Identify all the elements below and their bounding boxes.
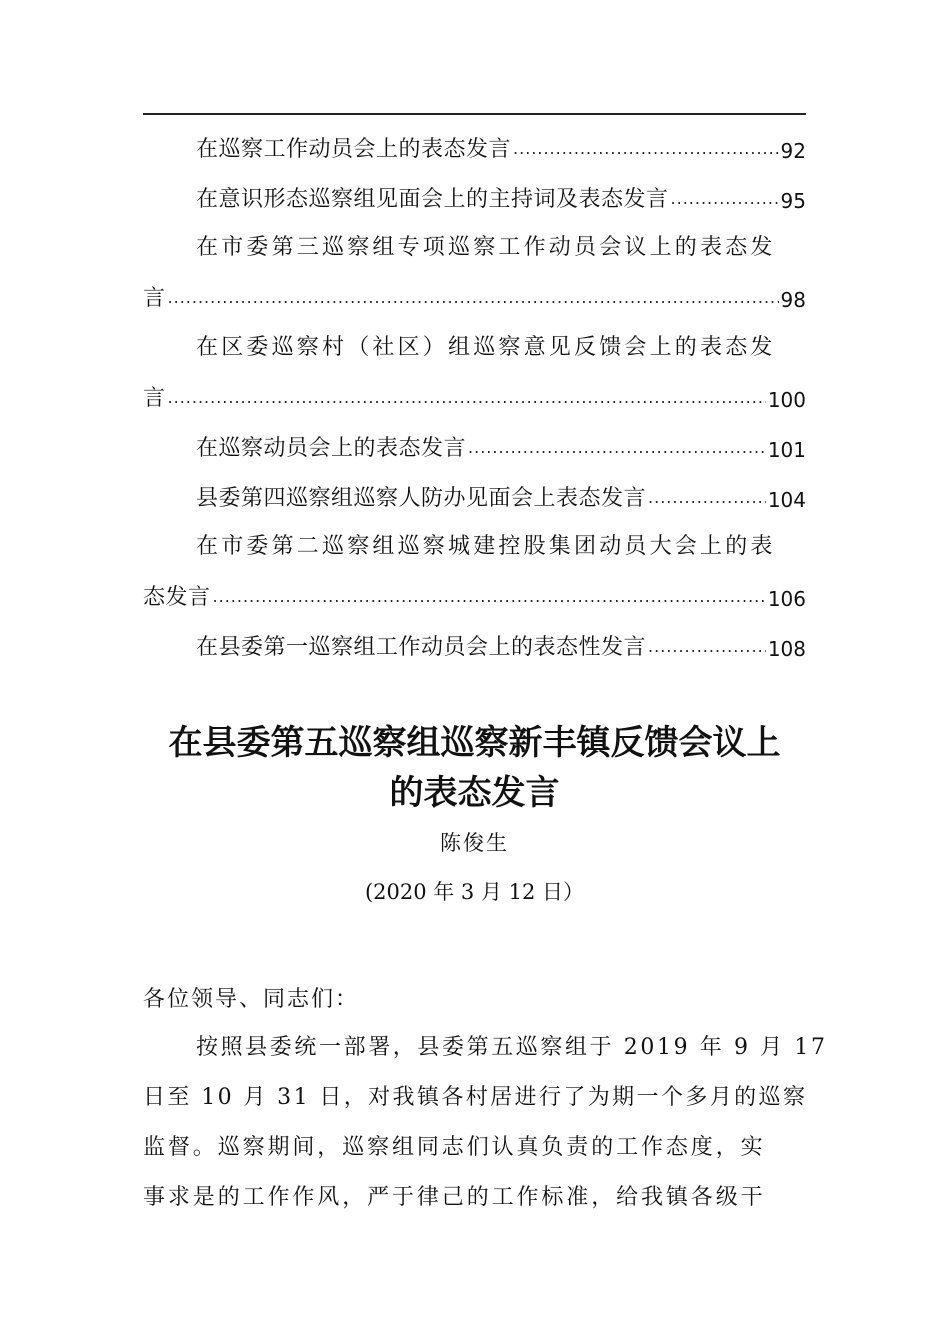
body-line [143, 1130, 806, 1161]
toc-entry-page: 108 [767, 637, 806, 661]
toc-entry-page: 95 [780, 189, 806, 213]
toc-entry-title-line2: 言 [143, 386, 166, 411]
body-line-text: 事求是的工作作风，严于律己的工作标准，给我镇各级干 [143, 1185, 766, 1210]
toc-entry[interactable] [143, 472, 806, 512]
toc-entry-title-line2: 言 [143, 286, 166, 311]
toc-leader-dots [648, 637, 766, 656]
toc-leader-dots [213, 587, 766, 606]
toc-leader-dots [513, 139, 779, 158]
body-line [143, 1030, 828, 1061]
body-line-text: 监督。巡察期间，巡察组同志们认真负责的工作态度，实 [143, 1135, 766, 1160]
toc-entry[interactable] [143, 571, 806, 611]
toc-entry-page: 104 [767, 488, 806, 512]
article-title-line1: 在县委第五巡察组巡察新丰镇反馈会议上 [168, 723, 781, 763]
toc-entry[interactable] [143, 123, 806, 163]
toc-entry-title: 在巡察工作动员会上的表态发言 [196, 137, 512, 162]
toc-entry[interactable] [143, 621, 806, 661]
toc-entry-title: 在意识形态巡察组见面会上的主持词及表态发言 [196, 187, 669, 212]
toc-leader-dots [468, 438, 766, 457]
header-rule [143, 113, 806, 115]
toc-entry-title-line1[interactable]: 在市委第三巡察组专项巡察工作动员会议上的表态发 [196, 235, 776, 260]
toc-leader-dots [671, 189, 779, 208]
toc-leader-dots [168, 388, 766, 407]
toc-entry-page: 101 [767, 438, 806, 462]
toc-entry-page: 100 [767, 388, 806, 412]
toc-entry-page: 106 [767, 587, 806, 611]
toc-entry[interactable] [143, 173, 806, 213]
article-date: (2020 年 3 月 12 日） [364, 880, 585, 904]
toc-leader-dots [168, 288, 779, 307]
body-line [143, 1180, 806, 1211]
toc-entry-title-line1[interactable]: 在市委第二巡察组巡察城建控股集团动员大会上的表 [196, 534, 776, 559]
body-line-text: 日至 10 月 31 日，对我镇各村居进行了为期一个多月的巡察 [143, 1085, 808, 1110]
body-line-text: 按照县委统一部署，县委第五巡察组于 2019 年 9 月 17 [196, 1035, 828, 1060]
toc-entry[interactable] [143, 372, 806, 412]
toc-entry[interactable] [143, 422, 806, 462]
article-author: 陈俊生 [440, 831, 509, 855]
toc-entry-title-line1[interactable]: 在区委巡察村（社区）组巡察意见反馈会上的表态发 [196, 335, 776, 360]
toc-entry-title-line2: 态发言 [143, 585, 211, 610]
toc-entry-title: 在县委第一巡察组工作动员会上的表态性发言 [196, 635, 647, 660]
toc-entry-page: 98 [780, 288, 806, 312]
toc-entry-title: 县委第四巡察组巡察人防办见面会上表态发言 [196, 486, 647, 511]
body-line [143, 1080, 806, 1111]
toc-entry-title: 在巡察动员会上的表态发言 [196, 436, 467, 461]
toc-entry-page: 92 [780, 139, 806, 163]
article-title-line2: 的表态发言 [389, 773, 560, 813]
toc-leader-dots [648, 488, 766, 507]
toc-entry[interactable] [143, 272, 806, 312]
salutation: 各位领导、同志们： [143, 987, 360, 1012]
